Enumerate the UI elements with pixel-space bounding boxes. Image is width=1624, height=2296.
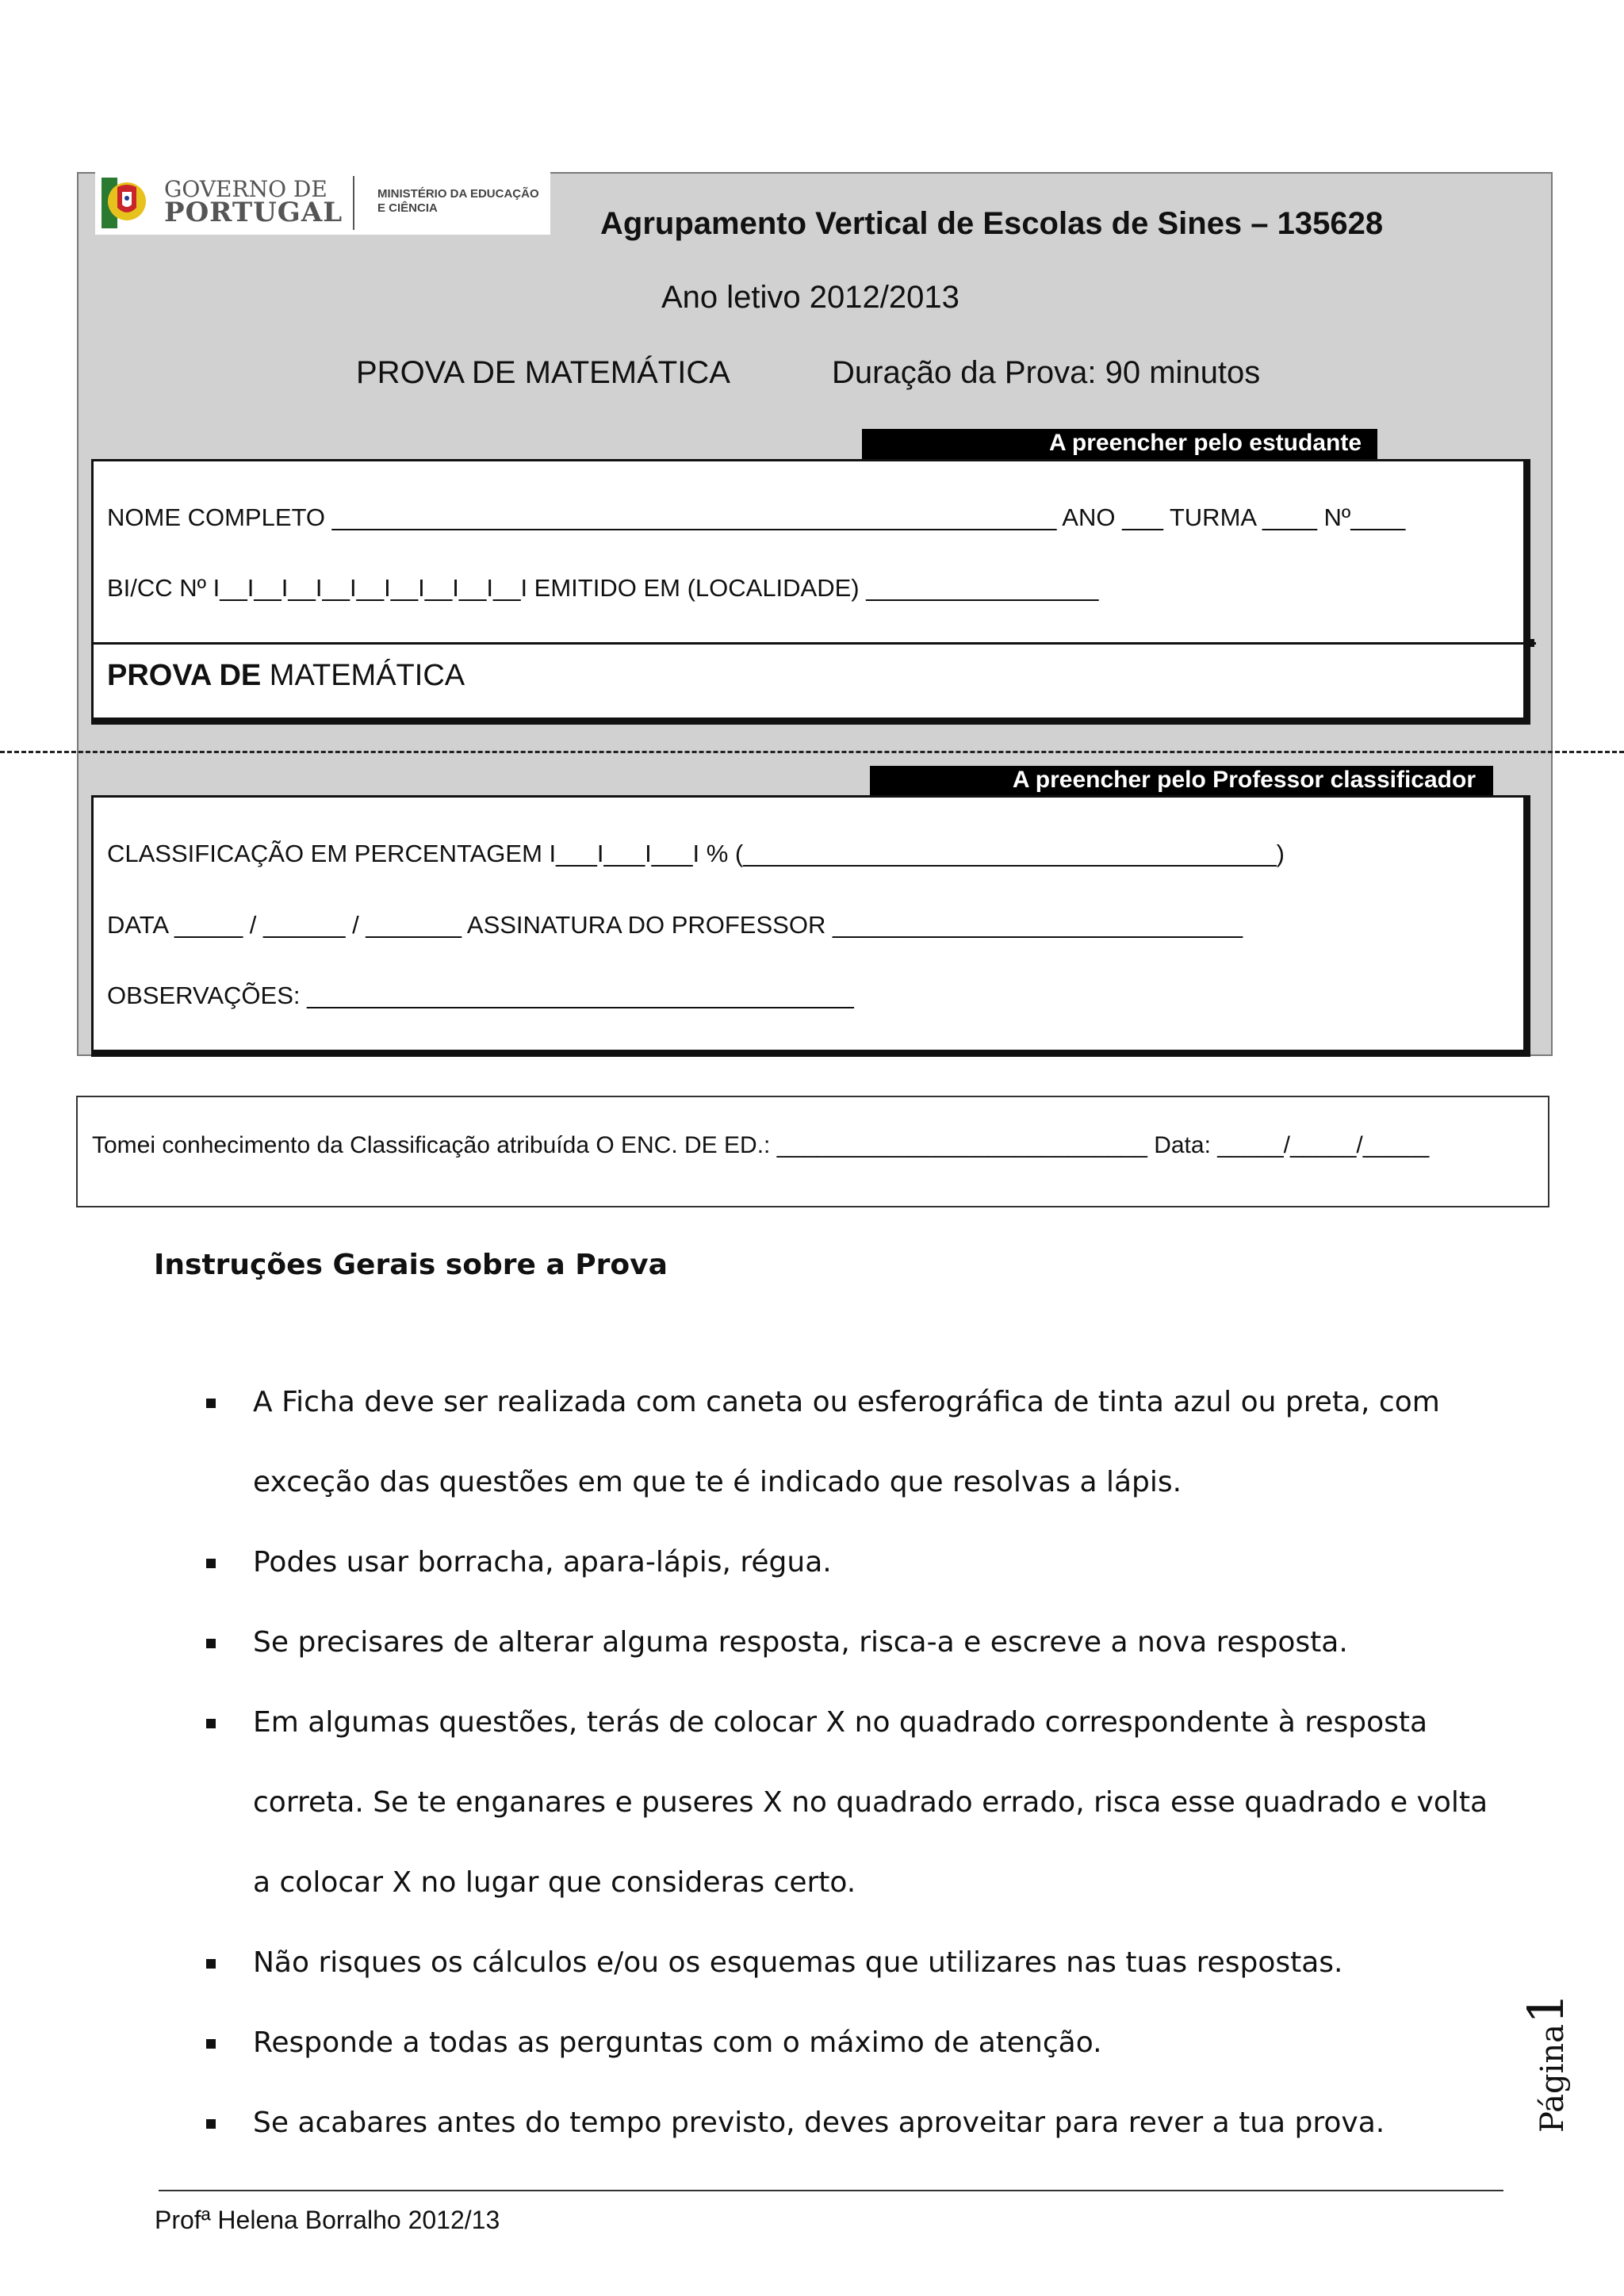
bullet-square-icon [206, 1399, 216, 1408]
footer-rule [159, 2190, 1503, 2191]
portugal-emblem-icon [95, 171, 159, 235]
exam-name: PROVA DE MATEMÁTICA [356, 355, 730, 390]
divider-end-mark [1530, 639, 1534, 647]
list-item: Se acabares antes do tempo previsto, deves aproveitar para rever a tua prova. [202, 2083, 1503, 2163]
cut-line [0, 751, 1624, 753]
government-logo [95, 171, 550, 235]
logo-government-text: GOVERNO DE [164, 176, 327, 202]
teacher-section-label: A preencher pelo Professor classificador [870, 766, 1493, 796]
classification-field[interactable]: CLASSIFICAÇÃO EM PERCENTAGEM I___I___I___I % (_______________________________________) [107, 840, 1285, 867]
bullet-square-icon [206, 1719, 216, 1728]
exam-subject-label [107, 658, 465, 693]
instructions-list [202, 1362, 1503, 2163]
school-name: Agrupamento Vertical de Escolas de Sines – 135628 [600, 206, 1384, 241]
list-item: A Ficha deve ser realizada com caneta ou esferográfica de tinta azul ou preta, com exceção das questões em que te é indicado que resolvas a lápis. [202, 1362, 1503, 1522]
id-card-field[interactable]: BI/CC Nº I__I__I__I__I__I__I__I__I__I EMITIDO EM (LOCALIDADE) _________________ [107, 574, 1099, 602]
school-year: Ano letivo 2012/2013 [661, 280, 959, 315]
acknowledgement-field[interactable]: Tomei conhecimento da Classificação atribuída O ENC. DE ED.: ____________________________ Data: _____/_____/_____ [92, 1132, 1430, 1158]
exam-duration: Duração da Prova: 90 minutos [832, 355, 1261, 390]
list-item: Em algumas questões, terás de colocar X no quadrado correspondente à resposta correta. Se te enganares e puseres X no quadrado errado, risca esse quadrado e volta a colocar X no lugar que consideras certo. [202, 1682, 1503, 1923]
logo-portugal-text: PORTUGAL [164, 197, 343, 228]
full-name-field[interactable]: NOME COMPLETO _____________________________________________________ ANO ___ TURMA ____ Nº____ [107, 503, 1406, 531]
list-item: Se precisares de alterar alguma resposta, risca-a e escreve a nova resposta. [202, 1602, 1503, 1682]
page-number [1517, 1992, 1575, 2133]
footer-author: Profª Helena Borralho 2012/13 [155, 2206, 500, 2234]
list-item: Responde a todas as perguntas com o máximo de atenção. [202, 2003, 1503, 2083]
bullet-square-icon [206, 2039, 216, 2049]
logo-divider [353, 176, 354, 230]
student-section-label: A preencher pelo estudante [862, 429, 1377, 459]
page-label: Página [1534, 2024, 1571, 2133]
list-item: Não risques os cálculos e/ou os esquemas que utilizares nas tuas respostas. [202, 1923, 1503, 2003]
bullet-square-icon [206, 1959, 216, 1969]
exam-subject-bold: PROVA DE [107, 659, 262, 692]
date-signature-field[interactable]: DATA _____ / ______ / _______ ASSINATURA DO PROFESSOR ______________________________ [107, 911, 1243, 939]
observations-field[interactable]: OBSERVAÇÕES: ________________________________________ [107, 982, 854, 1009]
instructions-title: Instruções Gerais sobre a Prova [154, 1249, 668, 1281]
list-item: Podes usar borracha, apara-lápis, régua. [202, 1522, 1503, 1602]
logo-ministry-text: MINISTÉRIO DA EDUCAÇÃO E CIÊNCIA [377, 187, 539, 215]
bullet-square-icon [206, 1559, 216, 1568]
exam-subject-rest: MATEMÁTICA [261, 659, 465, 692]
bullet-square-icon [206, 2119, 216, 2129]
bullet-square-icon [206, 1639, 216, 1648]
page-number-value: 1 [1517, 1992, 1575, 2025]
student-form-divider [91, 642, 1536, 645]
